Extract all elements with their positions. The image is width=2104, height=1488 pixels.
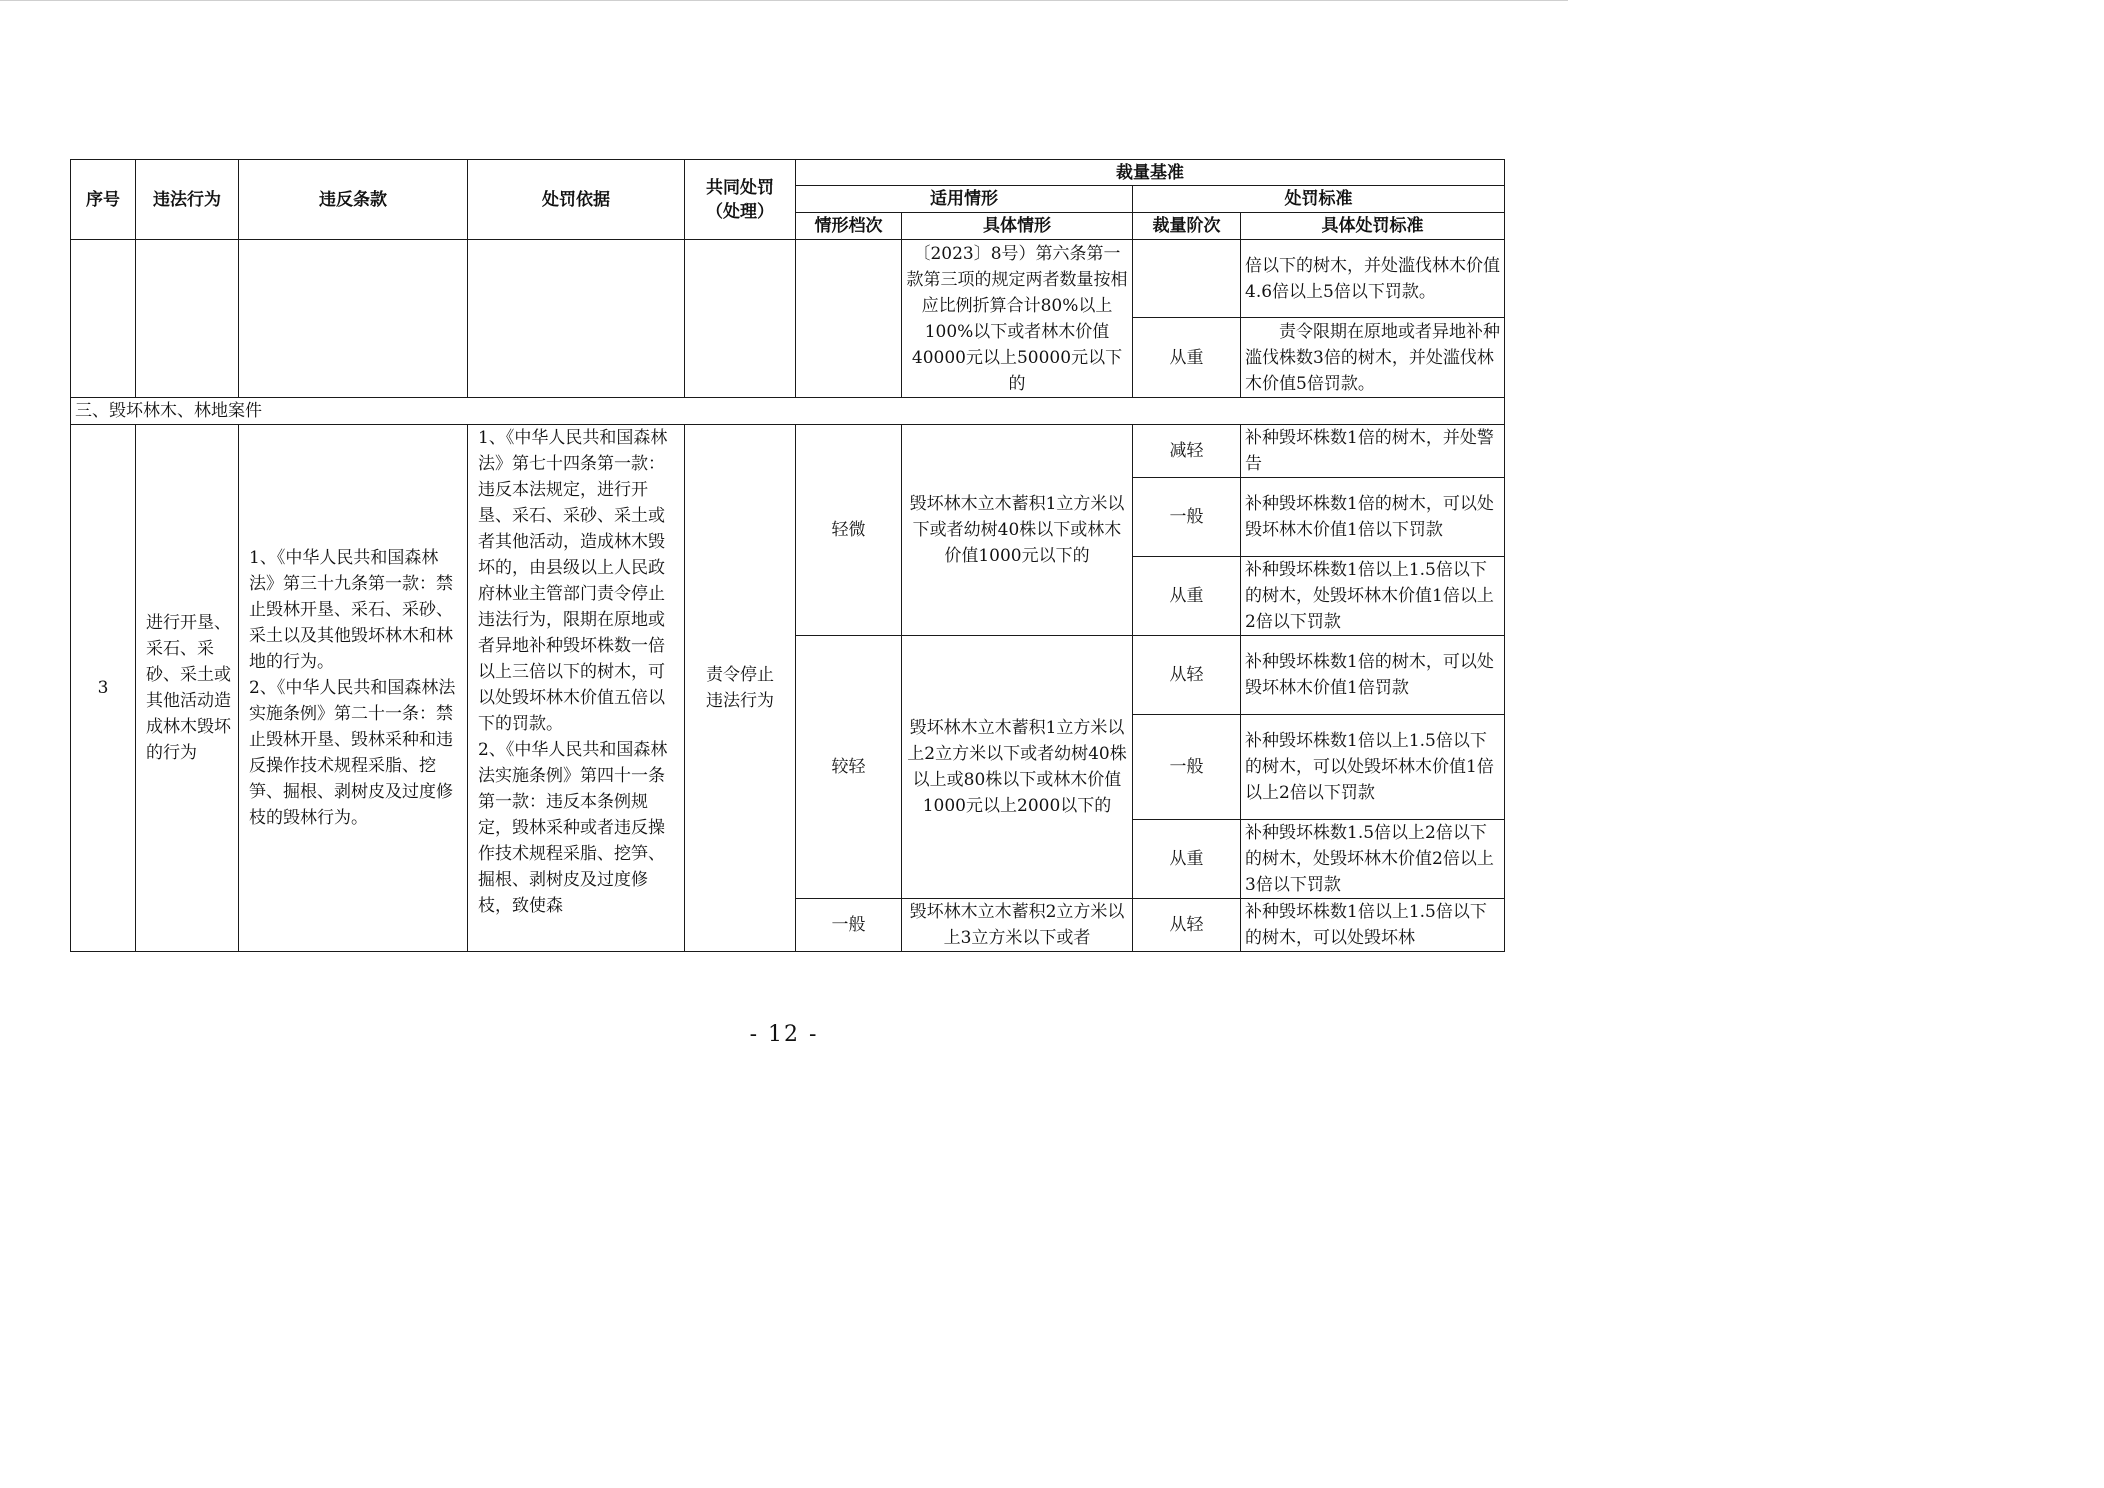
header-specific-situation: 具体情形 <box>902 213 1133 240</box>
standard-cell: 补种毁坏株数1倍的树木，可以处毁坏林木价值1倍以下罚款 <box>1241 478 1505 557</box>
standard-cell: 补种毁坏株数1倍的树木，并处警告 <box>1241 425 1505 478</box>
standard-cell: 补种毁坏株数1倍以上1.5倍以下的树木，处毁坏林木价值1倍以上2倍以下罚款 <box>1241 557 1505 636</box>
cont-grade-cell <box>796 240 902 398</box>
standard-cell: 补种毁坏株数1倍的树木，可以处毁坏林木价值1倍罚款 <box>1241 636 1505 715</box>
level-cell: 一般 <box>1133 715 1241 820</box>
discretion-standard-table <box>70 159 1505 952</box>
cont-standard-cell: 责令限期在原地或者异地补种滥伐株数3倍的树木，并处滥伐林木价值5倍罚款。 <box>1241 318 1505 398</box>
header-penalty-basis: 处罚依据 <box>468 160 685 240</box>
cont-standard-cell: 倍以下的树木，并处滥伐林木价值4.6倍以上5倍以下罚款。 <box>1241 240 1505 318</box>
level-cell: 从重 <box>1133 557 1241 636</box>
situation-cell: 毁坏林木立木蓄积1立方米以上2立方米以下或者幼树40株以上或80株以下或林木价值1000元以上2000以下的 <box>902 636 1133 899</box>
page-number: - 12 - <box>749 1022 819 1047</box>
page-top-border <box>0 0 1568 1</box>
cont-level-cell: 从重 <box>1133 318 1241 398</box>
case-penalty-basis: 1、《中华人民共和国森林法》第七十四条第一款：违反本法规定，进行开垦、采石、采砂、采土或者其他活动，造成林木毁坏的，由县级以上人民政府林业主管部门责令停止违法行为，限期在原地或者异地补种毁坏株数一倍以上三倍以下的树木，可以处毁坏林木价值五倍以下的罚款。 2、《中华人民共和国森林法实施条例》第四十一条第一款：违反本条例规定，毁林采种或者违反操作技术规程采脂、挖笋、掘根、剥树皮及过度修枝，致使森 <box>468 425 685 952</box>
case-seq: 3 <box>71 425 136 952</box>
standard-cell: 补种毁坏株数1.5倍以上2倍以下的树木，处毁坏林木价值2倍以上3倍以下罚款 <box>1241 820 1505 899</box>
cont-situation-cell: 〔2023〕8号）第六条第一款第三项的规定两者数量按相应比例折算合计80%以上100%以下或者林木价值40000元以上50000元以下的 <box>902 240 1133 398</box>
header-violated-clause: 违反条款 <box>239 160 468 240</box>
cont-violation-cell <box>136 240 239 398</box>
cont-common-cell <box>685 240 796 398</box>
cont-basis-cell <box>468 240 685 398</box>
header-penalty-standard: 处罚标准 <box>1133 186 1505 213</box>
level-cell: 从轻 <box>1133 899 1241 952</box>
level-cell: 一般 <box>1133 478 1241 557</box>
header-common-penalty: 共同处罚 （处理） <box>685 160 796 240</box>
header-discretion-standard: 裁量基准 <box>796 160 1505 186</box>
header-situation-level: 情形档次 <box>796 213 902 240</box>
grade-cell: 较轻 <box>796 636 902 899</box>
header-seq: 序号 <box>71 160 136 240</box>
level-cell: 从轻 <box>1133 636 1241 715</box>
cont-level-cell <box>1133 240 1241 318</box>
header-applicable-situation: 适用情形 <box>796 186 1133 213</box>
header-violation: 违法行为 <box>136 160 239 240</box>
header-discretion-level: 裁量阶次 <box>1133 213 1241 240</box>
cont-seq-cell <box>71 240 136 398</box>
level-cell: 从重 <box>1133 820 1241 899</box>
case-violation: 进行开垦、采石、采砂、采土或其他活动造成林木毁坏的行为 <box>136 425 239 952</box>
case-violated-clauses: 1、《中华人民共和国森林法》第三十九条第一款：禁止毁林开垦、采石、采砂、采土以及其他毁坏林木和林地的行为。 2、《中华人民共和国森林法实施条例》第二十一条：禁止毁林开垦、毁林采种和违反操作技术规程采脂、挖笋、掘根、剥树皮及过度修枝的毁林行为。 <box>239 425 468 952</box>
grade-cell: 轻微 <box>796 425 902 636</box>
grade-cell: 一般 <box>796 899 902 952</box>
standard-cell: 补种毁坏株数1倍以上1.5倍以下的树木，可以处毁坏林木价值1倍以上2倍以下罚款 <box>1241 715 1505 820</box>
level-cell: 减轻 <box>1133 425 1241 478</box>
section-title: 三、毁坏林木、林地案件 <box>71 398 1505 425</box>
standard-cell: 补种毁坏株数1倍以上1.5倍以下的树木，可以处毁坏林 <box>1241 899 1505 952</box>
cont-clause-cell <box>239 240 468 398</box>
header-specific-penalty: 具体处罚标准 <box>1241 213 1505 240</box>
case-common-penalty: 责令停止违法行为 <box>685 425 796 952</box>
situation-cell: 毁坏林木立木蓄积1立方米以下或者幼树40株以下或林木价值1000元以下的 <box>902 425 1133 636</box>
situation-cell: 毁坏林木立木蓄积2立方米以上3立方米以下或者 <box>902 899 1133 952</box>
